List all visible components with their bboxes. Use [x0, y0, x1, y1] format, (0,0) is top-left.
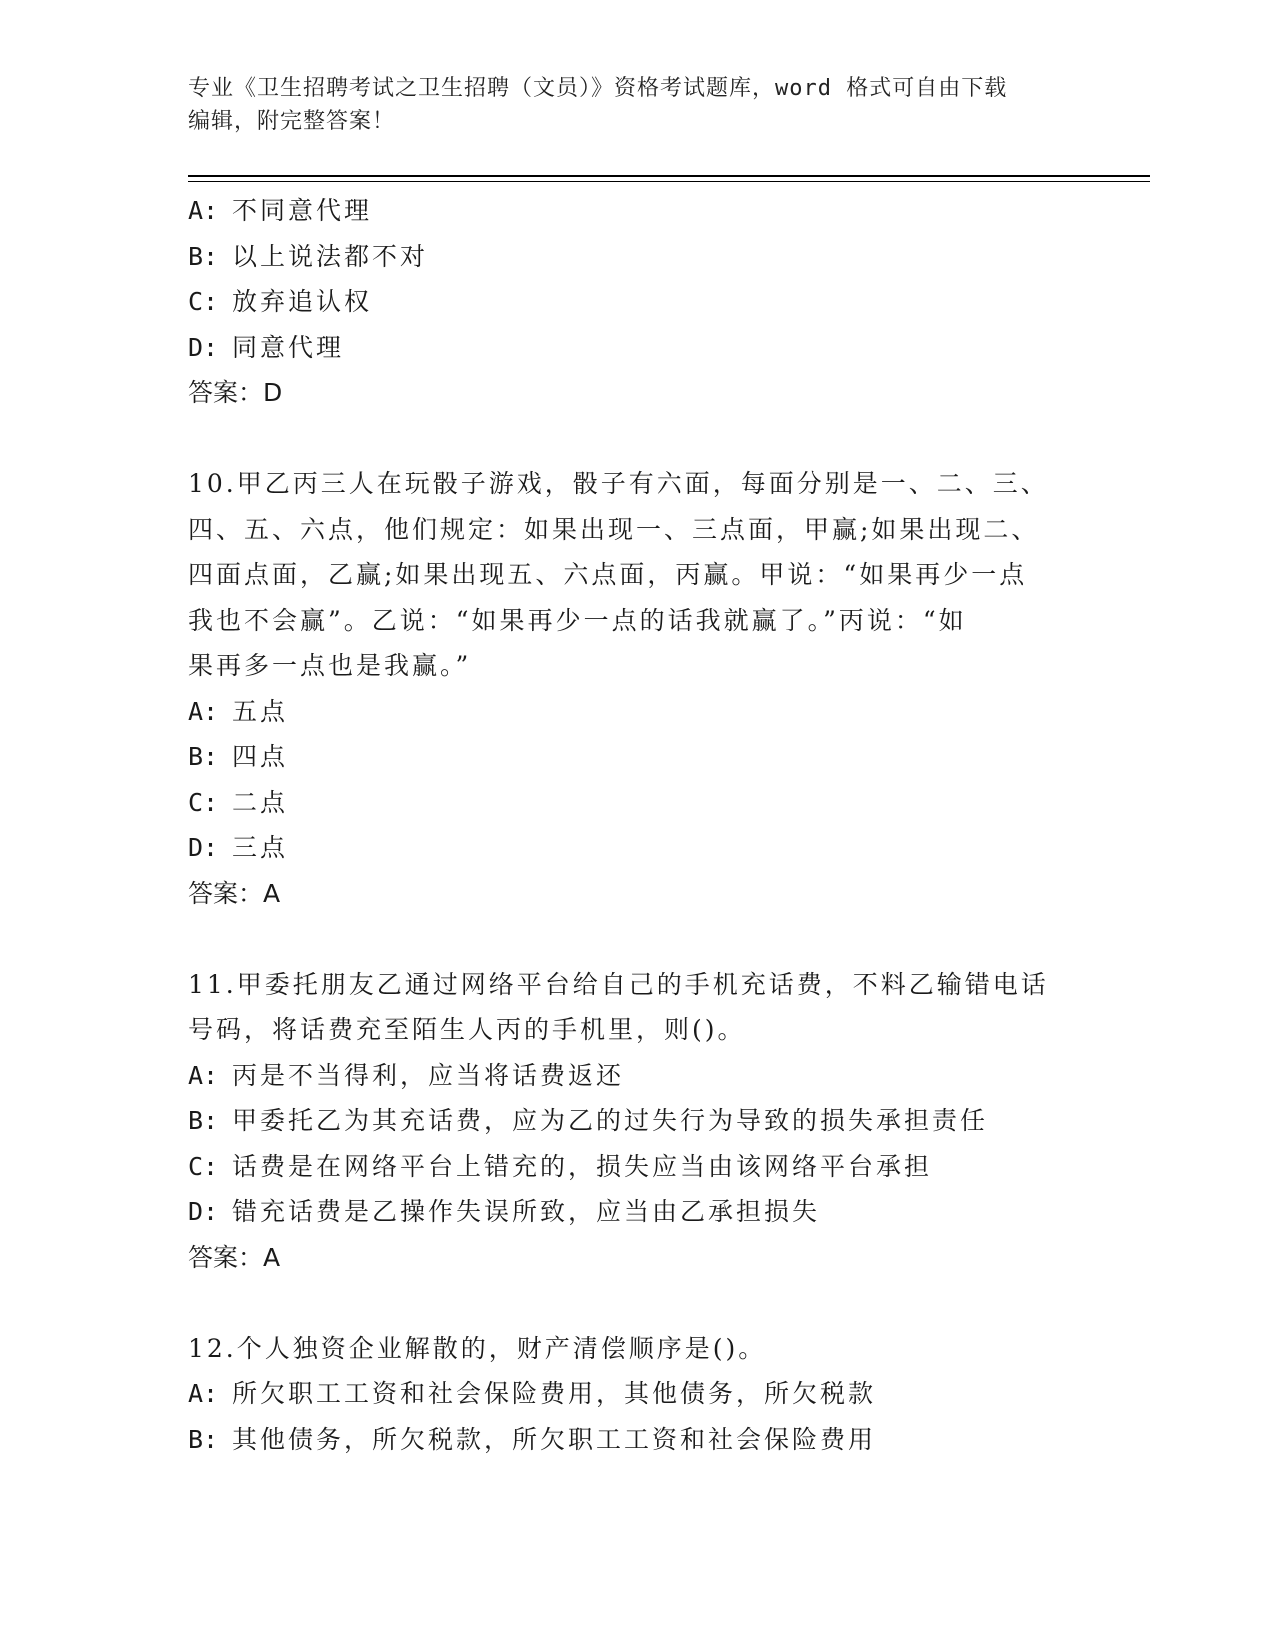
answer-line: 答案：A: [188, 878, 281, 908]
option-a: [188, 1053, 1088, 1099]
option-a: [188, 188, 1088, 234]
question-12: [188, 1326, 1088, 1463]
option-d: [188, 1189, 1088, 1235]
question-stem-line: 号码，将话费充至陌生人丙的手机里，则()。: [188, 1015, 746, 1044]
option-b: [188, 1417, 1088, 1463]
spacer: [188, 416, 1088, 462]
header-line-1: 专业《卫生招聘考试之卫生招聘（文员）》资格考试题库，word 格式可自由下载: [188, 76, 1008, 101]
option-key: D:: [188, 332, 219, 362]
header-line-2: 编辑，附完整答案！: [188, 109, 396, 134]
option-text: 四点: [232, 742, 289, 771]
option-text: 错充话费是乙操作失误所致，应当由乙承担损失: [232, 1197, 821, 1226]
option-key: C:: [188, 787, 219, 817]
option-key: A:: [188, 196, 219, 225]
header-divider-thin: [188, 181, 1150, 182]
spacer: [188, 916, 1088, 962]
option-text: 同意代理: [232, 332, 345, 362]
answer-line: 答案：D: [188, 378, 283, 407]
question-stem-line: 12.个人独资企业解散的，财产清偿顺序是()。: [188, 1333, 767, 1363]
option-text: 丙是不当得利，应当将话费返还: [232, 1060, 625, 1090]
option-b: [188, 734, 1088, 780]
question-list: [188, 188, 1088, 1462]
option-text: 甲委托乙为其充话费，应为乙的过失行为导致的损失承担责任: [232, 1106, 989, 1135]
question-stem-line: 果再多一点也是我赢。”: [188, 651, 472, 680]
option-key: C:: [188, 287, 219, 316]
question-stem-line: 10.甲乙丙三人在玩骰子游戏，骰子有六面，每面分别是一、二、三、: [188, 469, 1049, 498]
option-key: B:: [188, 1424, 219, 1454]
option-text: 其他债务，所欠税款，所欠职工工资和社会保险费用: [232, 1424, 877, 1454]
document-header: [188, 72, 1088, 138]
question-9: [188, 188, 1088, 416]
option-text: 三点: [232, 833, 289, 862]
option-key: A:: [188, 1060, 219, 1090]
question-11: [188, 962, 1088, 1281]
option-text: 二点: [232, 787, 289, 817]
option-text: 不同意代理: [232, 196, 373, 225]
question-10: [188, 461, 1088, 916]
option-key: B:: [188, 742, 219, 771]
answer-line: 答案：A: [188, 1242, 281, 1272]
option-c: [188, 279, 1088, 325]
option-text: 所欠职工工资和社会保险费用，其他债务，所欠税款: [232, 1379, 877, 1408]
option-key: D:: [188, 1197, 219, 1226]
spacer: [188, 1280, 1088, 1326]
option-text: 话费是在网络平台上错充的，损失应当由该网络平台承担: [232, 1151, 933, 1181]
question-stem-line: 四、五、六点，他们规定：如果出现一、三点面，甲赢;如果出现二、: [188, 514, 1040, 544]
option-d: [188, 825, 1088, 871]
question-stem-line: 四面点面，乙赢;如果出现五、六点面，丙赢。甲说：“如果再少一点: [188, 560, 1028, 589]
question-stem-line: 我也不会赢”。乙说：“如果再少一点的话我就赢了。”丙说：“如: [188, 605, 967, 635]
option-d: [188, 325, 1088, 371]
option-key: D:: [188, 833, 219, 862]
option-key: B:: [188, 1106, 219, 1135]
option-text: 五点: [232, 696, 289, 726]
option-a: [188, 689, 1088, 735]
question-stem-line: 11.甲委托朋友乙通过网络平台给自己的手机充话费，不料乙输错电话: [188, 969, 1049, 999]
header-divider-thick: [188, 175, 1150, 177]
option-b: [188, 1098, 1088, 1144]
option-text: 以上说法都不对: [232, 241, 429, 271]
option-a: [188, 1371, 1088, 1417]
option-b: [188, 234, 1088, 280]
option-key: A:: [188, 1379, 219, 1408]
option-key: C:: [188, 1151, 219, 1181]
option-c: [188, 780, 1088, 826]
option-key: B:: [188, 241, 219, 271]
option-key: A:: [188, 696, 219, 726]
option-c: [188, 1144, 1088, 1190]
option-text: 放弃追认权: [232, 287, 373, 316]
